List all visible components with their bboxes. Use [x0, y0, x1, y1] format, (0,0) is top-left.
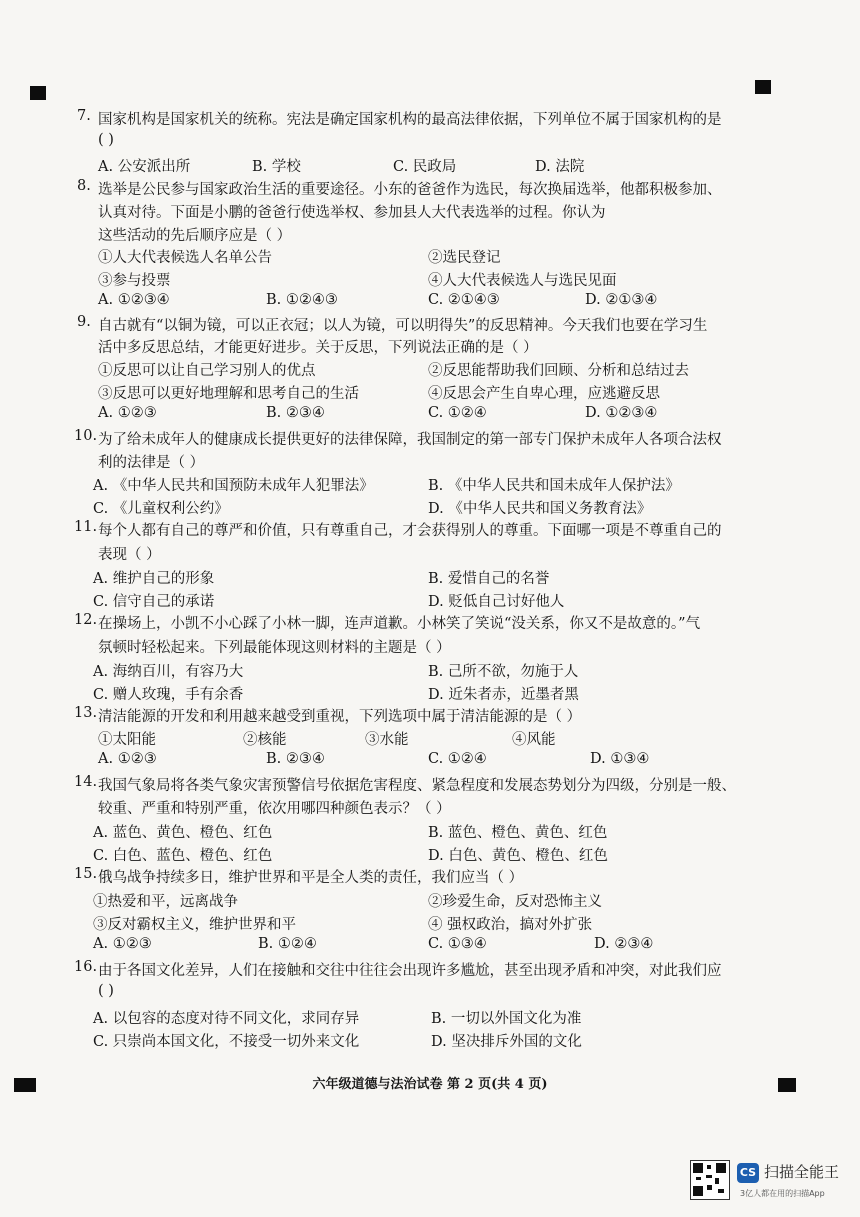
- question-stem: 我国气象局将各类气象灾害预警信号依据危害程度、紧急程度和发展态势划分为四级，分别是一般、: [98, 778, 736, 794]
- option-b: B. ②③④: [266, 751, 325, 767]
- option-d: D. 法院: [535, 159, 585, 175]
- option-b: B. ①②④: [258, 936, 317, 952]
- option-d: D. 白色、黄色、橙色、红色: [428, 848, 608, 864]
- question-number: 13.: [74, 705, 98, 721]
- qr-code-icon: [690, 1160, 730, 1200]
- item: ①反思可以让自己学习别人的优点: [98, 363, 316, 379]
- option-c: C. 只崇尚本国文化，不接受一切外来文化: [93, 1034, 360, 1050]
- option-b: B. 爱惜自己的名誉: [428, 571, 550, 587]
- option-c: C. ①②④: [428, 751, 487, 767]
- question-stem: 由于各国文化差异，人们在接触和交往中往往会出现许多尴尬，甚至出现矛盾和冲突，对此我们应: [98, 963, 722, 979]
- option-b: B. 学校: [252, 159, 301, 175]
- item: ①太阳能: [98, 732, 156, 748]
- option-d: D. 《中华人民共和国义务教育法》: [428, 501, 652, 517]
- question-stem: 氛顿时轻松起来。下列最能体现这则材料的主题是（ ）: [98, 640, 451, 656]
- option-c: C. ②①④③: [428, 292, 500, 308]
- item: ③水能: [365, 732, 409, 748]
- question-number: 8.: [77, 178, 91, 194]
- camscanner-logo-icon: CS: [737, 1163, 759, 1183]
- option-d: D. ①②③④: [585, 405, 658, 421]
- question-number: 11.: [74, 519, 98, 535]
- option-b: B. 己所不欲，勿施于人: [428, 664, 579, 680]
- item: ④风能: [512, 732, 556, 748]
- option-d: D. ②③④: [594, 936, 654, 952]
- question-stem: 在操场上，小凯不小心踩了小林一脚，连声道歉。小林笑了笑说“没关系，你又不是故意的。”气: [98, 616, 701, 632]
- option-c: C. 信守自己的承诺: [93, 594, 215, 610]
- option-b: B. ②③④: [266, 405, 325, 421]
- question-number: 10.: [74, 428, 98, 444]
- question-stem: 认真对待。下面是小鹏的爸爸行使选举权、参加县人大代表选举的过程。你认为: [98, 205, 606, 221]
- answer-blank: ( ): [98, 983, 114, 999]
- question-number: 16.: [74, 959, 98, 975]
- item: ③反思可以更好地理解和思考自己的生活: [98, 386, 359, 402]
- option-b: B. 一切以外国文化为准: [431, 1011, 582, 1027]
- question-stem: 选举是公民参与国家政治生活的重要途径。小东的爸爸作为选民，每次换届选举，他都积极参加、: [98, 182, 722, 198]
- option-a: A. 《中华人民共和国预防未成年人犯罪法》: [93, 478, 374, 494]
- question-stem: 这些活动的先后顺序应是（ ）: [98, 228, 292, 244]
- option-c: C. 民政局: [393, 159, 457, 175]
- item: ④ 强权政治，搞对外扩张: [428, 917, 593, 933]
- question-number: 7.: [77, 108, 91, 124]
- item: ②选民登记: [428, 250, 501, 266]
- question-stem: 自古就有“以铜为镜，可以正衣冠；以人为镜，可以明得失”的反思精神。今天我们也要在学习生: [98, 318, 708, 334]
- registration-mark: [755, 80, 771, 94]
- page-footer: 六年级道德与法治试卷 第 2 页(共 4 页): [312, 1077, 548, 1092]
- option-a: A. 维护自己的形象: [93, 571, 215, 587]
- option-d: D. 坚决排斥外国的文化: [431, 1034, 582, 1050]
- option-c: C. ①③④: [428, 936, 487, 952]
- option-d: D. 贬低自己讨好他人: [428, 594, 565, 610]
- registration-mark: [30, 86, 46, 100]
- question-number: 15.: [74, 866, 98, 882]
- item: ②核能: [243, 732, 287, 748]
- scanner-app-name: 扫描全能王: [764, 1163, 840, 1181]
- option-a: A. ①②③④: [98, 292, 170, 308]
- option-a: A. 蓝色、黄色、橙色、红色: [93, 825, 273, 841]
- question-stem: 为了给未成年人的健康成长提供更好的法律保障，我国制定的第一部专门保护未成年人各项合法权: [98, 432, 722, 448]
- question-number: 14.: [74, 774, 98, 790]
- option-c: C. 白色、蓝色、橙色、红色: [93, 848, 273, 864]
- question-stem: 利的法律是（ ）: [98, 455, 205, 471]
- option-c: C. 赠人玫瑰，手有余香: [93, 687, 244, 703]
- item: ④人大代表候选人与选民见面: [428, 273, 617, 289]
- option-a: A. 公安派出所: [98, 159, 191, 175]
- option-a: A. ①②③: [98, 751, 157, 767]
- item: ①人大代表候选人名单公告: [98, 250, 272, 266]
- option-a: A. 海纳百川，有容乃大: [93, 664, 244, 680]
- question-stem: 活中多反思总结，才能更好进步。关于反思，下列说法正确的是（ ）: [98, 340, 538, 356]
- item: ④反思会产生自卑心理，应逃避反思: [428, 386, 660, 402]
- item: ③参与投票: [98, 273, 171, 289]
- question-stem: 表现（ ）: [98, 547, 161, 563]
- question-stem: 每个人都有自己的尊严和价值，只有尊重自己，才会获得别人的尊重。下面哪一项是不尊重自己的: [98, 523, 722, 539]
- item: ③反对霸权主义，维护世界和平: [93, 917, 296, 933]
- item: ②珍爱生命，反对恐怖主义: [428, 894, 602, 910]
- option-d: D. ②①③④: [585, 292, 658, 308]
- question-stem: 国家机构是国家机关的统称。宪法是确定国家机构的最高法律依据，下列单位不属于国家机构的是: [98, 112, 722, 128]
- option-b: B. 蓝色、橙色、黄色、红色: [428, 825, 608, 841]
- option-d: D. 近朱者赤，近墨者黑: [428, 687, 579, 703]
- item: ①热爱和平，远离战争: [93, 894, 238, 910]
- question-stem: 较重、严重和特别严重，依次用哪四种颜色表示？（ ）: [98, 801, 451, 817]
- option-b: B. 《中华人民共和国未成年人保护法》: [428, 478, 680, 494]
- option-a: A. ①②③: [93, 936, 152, 952]
- answer-blank: ( ): [98, 132, 114, 148]
- item: ②反思能帮助我们回顾、分析和总结过去: [428, 363, 689, 379]
- option-c: C. 《儿童权利公约》: [93, 501, 229, 517]
- option-d: D. ①③④: [590, 751, 650, 767]
- question-number: 12.: [74, 612, 98, 628]
- question-stem: 俄乌战争持续多日，维护世界和平是全人类的责任，我们应当（ ）: [98, 870, 524, 886]
- option-c: C. ①②④: [428, 405, 487, 421]
- scanner-tagline: 3亿人都在用的扫描App: [740, 1189, 825, 1198]
- question-number: 9.: [77, 314, 91, 330]
- option-a: A. 以包容的态度对待不同文化，求同存异: [93, 1011, 360, 1027]
- option-a: A. ①②③: [98, 405, 157, 421]
- option-b: B. ①②④③: [266, 292, 338, 308]
- question-stem: 清洁能源的开发和利用越来越受到重视，下列选项中属于清洁能源的是（ ）: [98, 709, 582, 725]
